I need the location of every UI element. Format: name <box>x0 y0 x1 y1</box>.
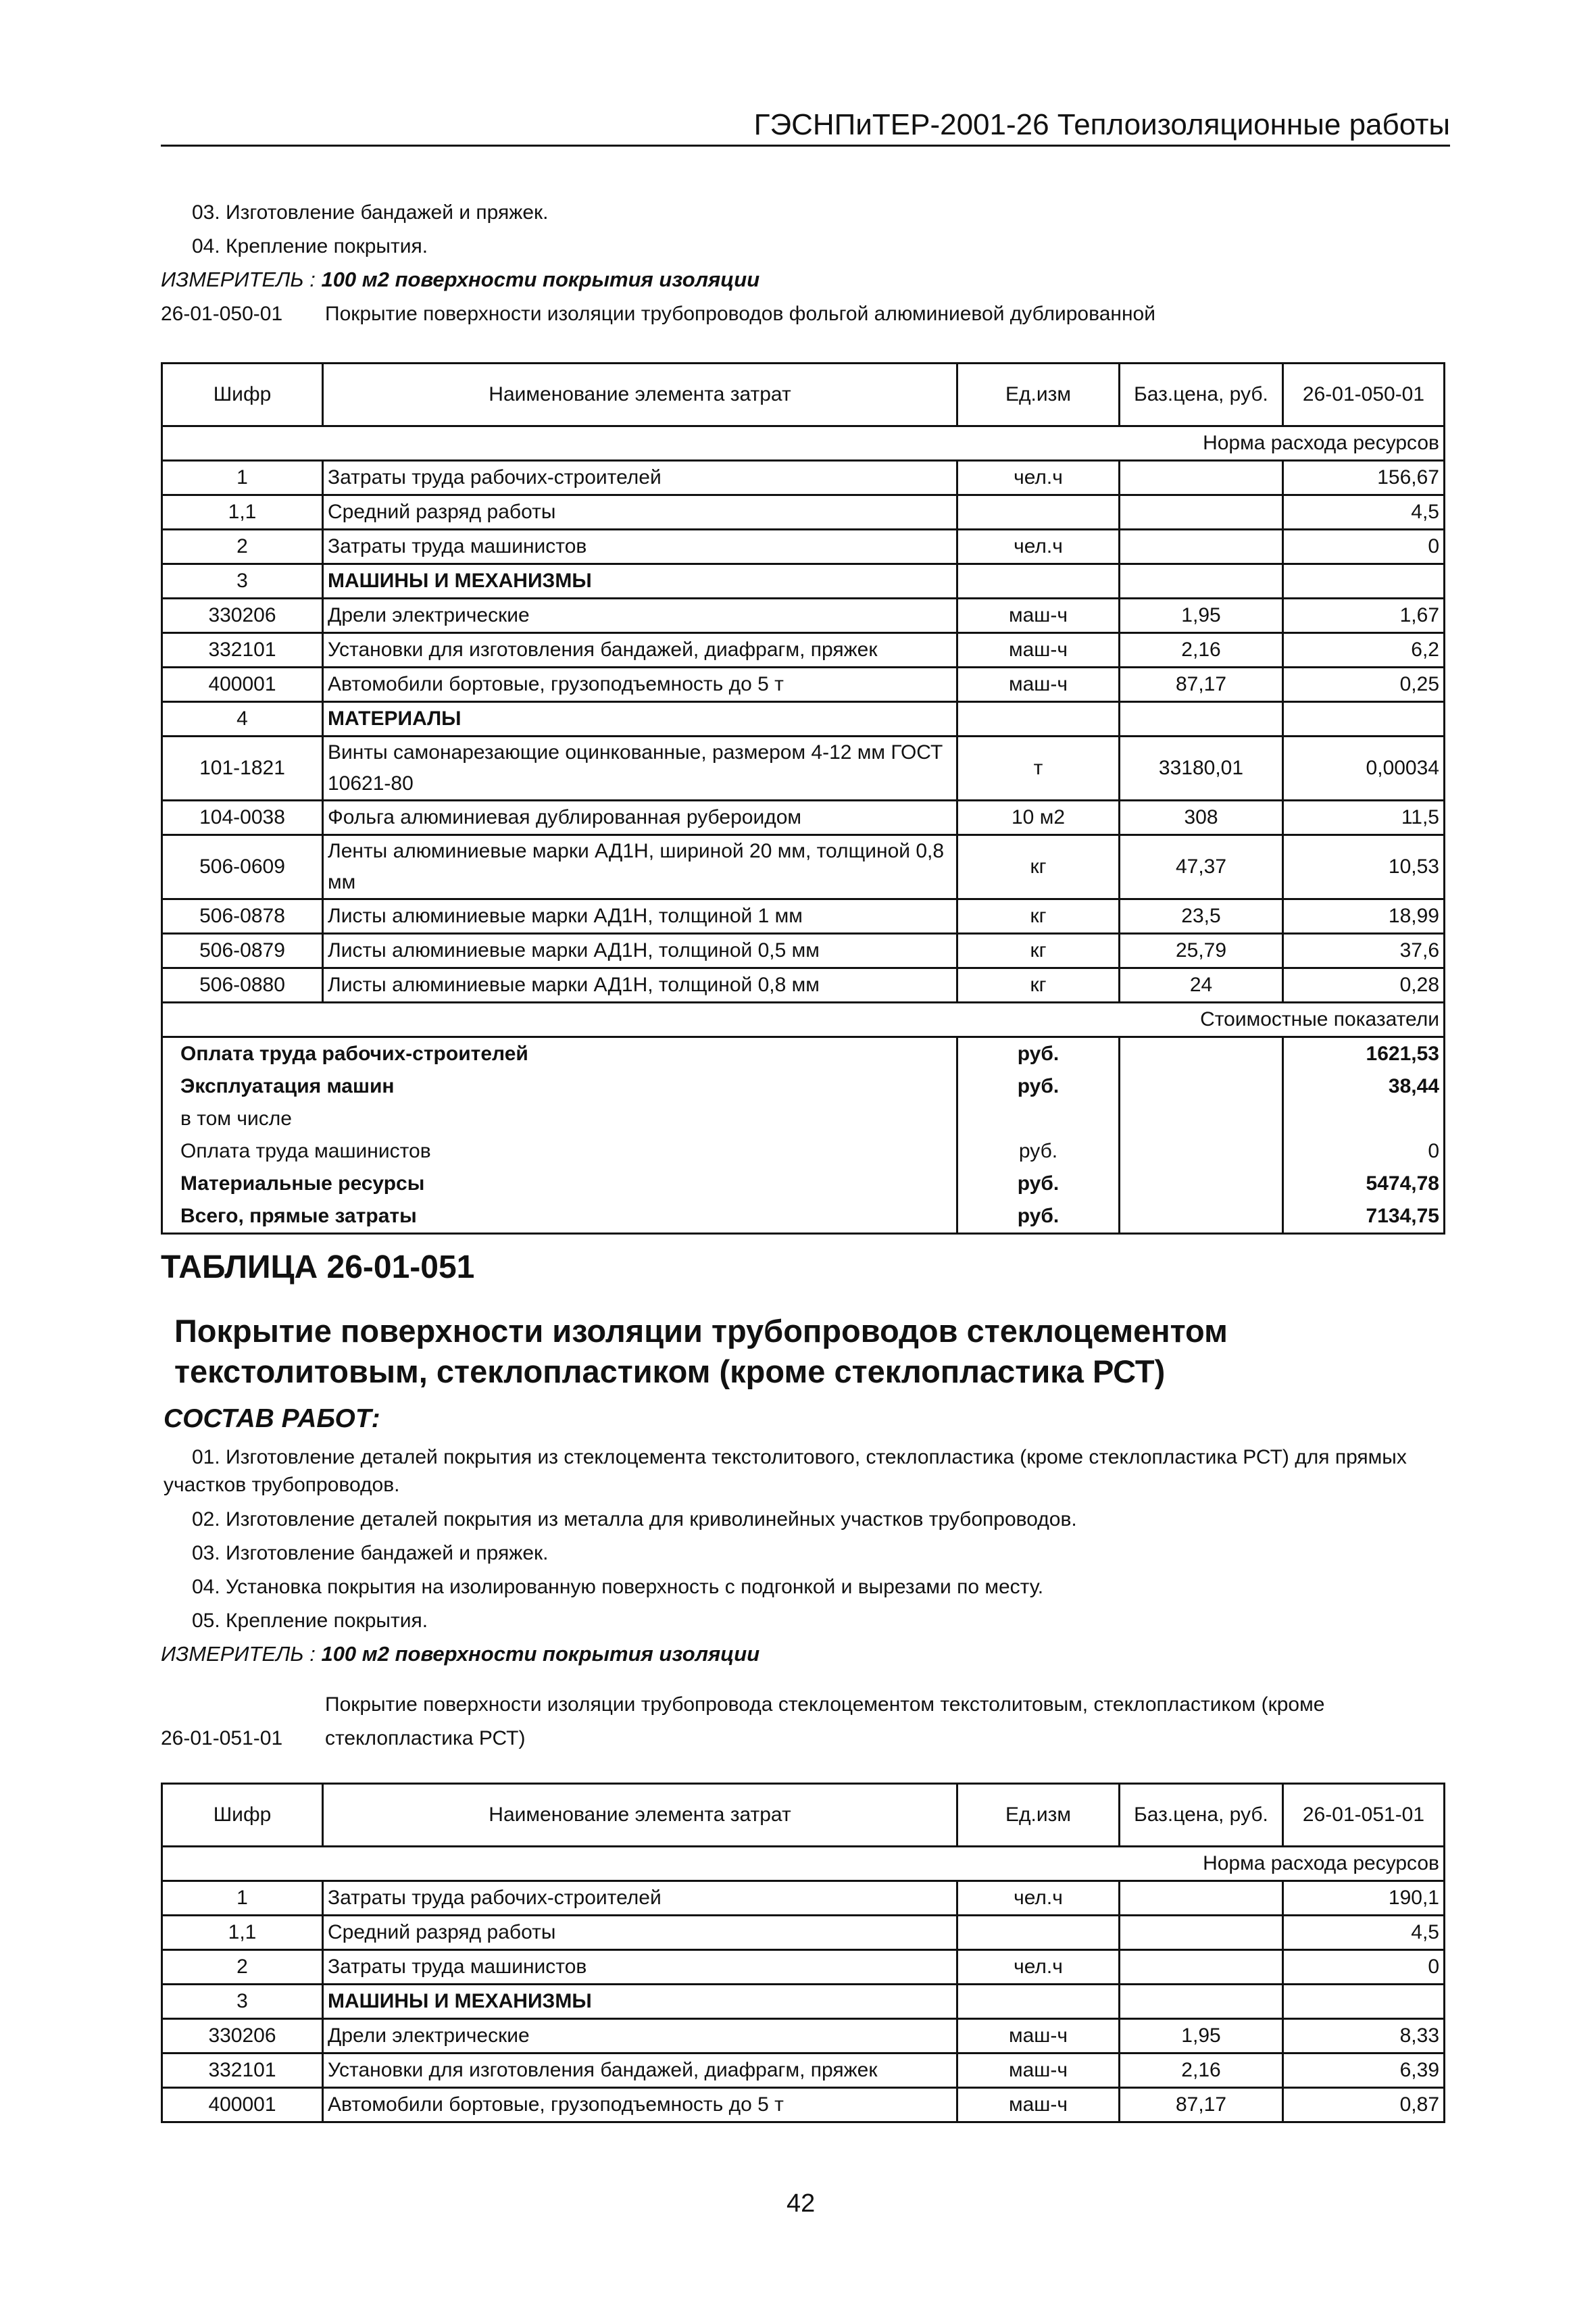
row-value: 1,67 <box>1283 599 1445 633</box>
meter-line <box>161 268 759 292</box>
row-unit <box>957 495 1120 530</box>
row-name: Средний разряд работы <box>323 1916 957 1950</box>
row-price: 87,17 <box>1120 668 1283 702</box>
header-divider <box>161 145 1450 147</box>
summary-name: Эксплуатация машин <box>162 1070 957 1103</box>
row-code: 3 <box>162 564 323 599</box>
table-header-row <box>162 1784 1445 1847</box>
summary-price <box>1120 1200 1283 1234</box>
meter-prefix: ИЗМЕРИТЕЛЬ : <box>161 1642 316 1666</box>
row-unit: т <box>957 737 1120 801</box>
row-unit: 10 м2 <box>957 801 1120 835</box>
work-item: 03. Изготовление бандажей и пряжек. <box>192 1542 549 1564</box>
row-unit: маш-ч <box>957 633 1120 668</box>
summary-unit <box>957 1103 1120 1135</box>
row-value: 6,2 <box>1283 633 1445 668</box>
summary-unit: руб. <box>957 1135 1120 1168</box>
summary-name: Оплата труда рабочих-строителей <box>162 1037 957 1071</box>
row-unit: кг <box>957 934 1120 968</box>
row-value: 11,5 <box>1283 801 1445 835</box>
row-value <box>1283 1985 1445 2019</box>
row-value: 8,33 <box>1283 2019 1445 2053</box>
summary-row <box>162 1168 1445 1200</box>
cost-label-row <box>162 1003 1445 1037</box>
row-code: 2 <box>162 1950 323 1985</box>
row-unit <box>957 1985 1120 2019</box>
row-value: 0 <box>1283 1950 1445 1985</box>
meter-line <box>161 1642 759 1666</box>
summary-name: Материальные ресурсы <box>162 1168 957 1200</box>
summary-row <box>162 1135 1445 1168</box>
col-header-code: Шифр <box>162 1784 323 1847</box>
row-unit: кг <box>957 899 1120 934</box>
row-name: Установки для изготовления бандажей, диафрагм, пряжек <box>323 2053 957 2088</box>
row-code: 3 <box>162 1985 323 2019</box>
summary-row <box>162 1070 1445 1103</box>
row-value: 0,87 <box>1283 2088 1445 2122</box>
table-row <box>162 1916 1445 1950</box>
row-code: 101-1821 <box>162 737 323 801</box>
row-value: 0,00034 <box>1283 737 1445 801</box>
summary-row <box>162 1200 1445 1234</box>
row-price <box>1120 1985 1283 2019</box>
summary-value: 38,44 <box>1283 1070 1445 1103</box>
row-value: 0,28 <box>1283 968 1445 1003</box>
row-name: МАШИНЫ И МЕХАНИЗМЫ <box>323 1985 957 2019</box>
resource-table-051 <box>161 1783 1445 2123</box>
summary-name: в том числе <box>162 1103 957 1135</box>
row-unit: чел.ч <box>957 530 1120 564</box>
work-item: 01. Изготовление деталей покрытия из стеклоцемента текстолитового, стеклопластика (кроме стеклопластика РСТ) для прямых участков трубопроводов. <box>164 1446 1407 1497</box>
col-header-price: Баз.цена, руб. <box>1120 1784 1283 1847</box>
row-value: 190,1 <box>1283 1881 1445 1916</box>
summary-value: 1621,53 <box>1283 1037 1445 1071</box>
row-code: 506-0609 <box>162 835 323 899</box>
table-row <box>162 801 1445 835</box>
table-row <box>162 2019 1445 2053</box>
rate-code: 26-01-051-01 <box>161 1727 283 1749</box>
col-header-unit: Ед.изм <box>957 364 1120 426</box>
table-row <box>162 633 1445 668</box>
cost-label: Стоимостные показатели <box>162 1003 1445 1037</box>
table-row <box>162 934 1445 968</box>
row-name: Винты самонарезающие оцинкованные, размером 4-12 мм ГОСТ 10621-80 <box>323 737 957 801</box>
table-row <box>162 495 1445 530</box>
table-row <box>162 1985 1445 2019</box>
rate-description: Покрытие поверхности изоляции трубопровода стеклоцементом текстолитовым, стеклопластиком (кроме <box>325 1693 1325 1716</box>
work-item: 05. Крепление покрытия. <box>192 1610 428 1632</box>
table-row <box>162 2053 1445 2088</box>
summary-price <box>1120 1168 1283 1200</box>
row-unit: маш-ч <box>957 599 1120 633</box>
row-value: 37,6 <box>1283 934 1445 968</box>
table-row <box>162 899 1445 934</box>
row-value: 4,5 <box>1283 1916 1445 1950</box>
summary-value: 0 <box>1283 1135 1445 1168</box>
row-code: 330206 <box>162 599 323 633</box>
row-value: 10,53 <box>1283 835 1445 899</box>
row-code: 4 <box>162 702 323 737</box>
table-row <box>162 461 1445 495</box>
summary-unit: руб. <box>957 1037 1120 1071</box>
summary-row <box>162 1103 1445 1135</box>
row-code: 1 <box>162 1881 323 1916</box>
row-name: Дрели электрические <box>323 2019 957 2053</box>
row-name: Фольга алюминиевая дублированная рубероидом <box>323 801 957 835</box>
col-header-name: Наименование элемента затрат <box>323 364 957 426</box>
row-unit: кг <box>957 835 1120 899</box>
row-code: 1 <box>162 461 323 495</box>
row-value <box>1283 564 1445 599</box>
row-value: 4,5 <box>1283 495 1445 530</box>
row-name: Автомобили бортовые, грузоподъемность до 5 т <box>323 668 957 702</box>
summary-value: 7134,75 <box>1283 1200 1445 1234</box>
row-price <box>1120 564 1283 599</box>
row-name: Автомобили бортовые, грузоподъемность до 5 т <box>323 2088 957 2122</box>
work-item: 02. Изготовление деталей покрытия из металла для криволинейных участков трубопроводов. <box>192 1508 1077 1530</box>
table-row <box>162 1881 1445 1916</box>
row-code: 104-0038 <box>162 801 323 835</box>
norm-label: Норма расхода ресурсов <box>162 1847 1445 1881</box>
meter-value: 100 м2 поверхности покрытия изоляции <box>321 268 760 291</box>
row-price: 1,95 <box>1120 599 1283 633</box>
row-value: 156,67 <box>1283 461 1445 495</box>
table-row <box>162 1950 1445 1985</box>
rate-code-line <box>161 303 1155 326</box>
row-name: Средний разряд работы <box>323 495 957 530</box>
table-row <box>162 530 1445 564</box>
section-subtitle <box>174 1311 1228 1392</box>
subtitle-line: Покрытие поверхности изоляции трубопроводов стеклоцементом <box>174 1313 1228 1349</box>
composition-label: СОСТАВ РАБОТ: <box>164 1404 380 1433</box>
work-item: 04. Установка покрытия на изолированную поверхность с подгонкой и вырезами по месту. <box>192 1576 1044 1598</box>
summary-price <box>1120 1070 1283 1103</box>
meter-value: 100 м2 поверхности покрытия изоляции <box>321 1642 760 1666</box>
row-name: Листы алюминиевые марки АД1Н, толщиной 0,5 мм <box>323 934 957 968</box>
table-row <box>162 835 1445 899</box>
row-price <box>1120 495 1283 530</box>
summary-price <box>1120 1135 1283 1168</box>
row-unit: маш-ч <box>957 668 1120 702</box>
norm-label-row <box>162 1847 1445 1881</box>
row-code: 1,1 <box>162 1916 323 1950</box>
rate-description: стеклопластика РСТ) <box>325 1727 526 1749</box>
summary-price <box>1120 1037 1283 1071</box>
col-header-rate: 26-01-050-01 <box>1283 364 1445 426</box>
rate-description: Покрытие поверхности изоляции трубопроводов фольгой алюминиевой дублированной <box>325 303 1155 325</box>
col-header-name: Наименование элемента затрат <box>323 1784 957 1847</box>
row-name: Затраты труда рабочих-строителей <box>323 461 957 495</box>
summary-unit: руб. <box>957 1200 1120 1234</box>
row-value: 0 <box>1283 530 1445 564</box>
row-name: Затраты труда машинистов <box>323 530 957 564</box>
table-row <box>162 737 1445 801</box>
summary-row <box>162 1037 1445 1071</box>
norm-label: Норма расхода ресурсов <box>162 426 1445 461</box>
row-price <box>1120 461 1283 495</box>
page-number: 42 <box>787 2189 816 2218</box>
row-unit: маш-ч <box>957 2053 1120 2088</box>
row-code: 506-0880 <box>162 968 323 1003</box>
work-item: 04. Крепление покрытия. <box>192 235 428 257</box>
col-header-rate: 26-01-051-01 <box>1283 1784 1445 1847</box>
row-price: 33180,01 <box>1120 737 1283 801</box>
row-price: 2,16 <box>1120 633 1283 668</box>
row-price <box>1120 1881 1283 1916</box>
table-row <box>162 564 1445 599</box>
row-name: МАШИНЫ И МЕХАНИЗМЫ <box>323 564 957 599</box>
row-unit <box>957 1916 1120 1950</box>
row-name: Дрели электрические <box>323 599 957 633</box>
subtitle-line: текстолитовым, стеклопластиком (кроме стеклопластика РСТ) <box>174 1353 1166 1390</box>
row-value: 18,99 <box>1283 899 1445 934</box>
table-header-row <box>162 364 1445 426</box>
row-name: Листы алюминиевые марки АД1Н, толщиной 0,8 мм <box>323 968 957 1003</box>
row-price: 23,5 <box>1120 899 1283 934</box>
summary-name: Оплата труда машинистов <box>162 1135 957 1168</box>
row-name: Затраты труда машинистов <box>323 1950 957 1985</box>
row-code: 506-0879 <box>162 934 323 968</box>
row-unit: маш-ч <box>957 2019 1120 2053</box>
row-name: Установки для изготовления бандажей, диафрагм, пряжек <box>323 633 957 668</box>
summary-value: 5474,78 <box>1283 1168 1445 1200</box>
row-price: 308 <box>1120 801 1283 835</box>
row-code: 400001 <box>162 668 323 702</box>
row-code: 330206 <box>162 2019 323 2053</box>
row-unit <box>957 564 1120 599</box>
resource-table-050 <box>161 362 1445 1235</box>
row-price: 24 <box>1120 968 1283 1003</box>
row-code: 400001 <box>162 2088 323 2122</box>
row-name: МАТЕРИАЛЫ <box>323 702 957 737</box>
row-name: Ленты алюминиевые марки АД1Н, шириной 20 мм, толщиной 0,8 мм <box>323 835 957 899</box>
summary-unit: руб. <box>957 1070 1120 1103</box>
table-row <box>162 599 1445 633</box>
table-row <box>162 968 1445 1003</box>
row-price <box>1120 530 1283 564</box>
row-price: 1,95 <box>1120 2019 1283 2053</box>
row-name: Листы алюминиевые марки АД1Н, толщиной 1 мм <box>323 899 957 934</box>
row-price <box>1120 1916 1283 1950</box>
row-price <box>1120 702 1283 737</box>
meter-prefix: ИЗМЕРИТЕЛЬ : <box>161 268 316 291</box>
row-unit: чел.ч <box>957 461 1120 495</box>
row-code: 1,1 <box>162 495 323 530</box>
table-row <box>162 702 1445 737</box>
running-header: ГЭСНПиТЕР-2001-26 Теплоизоляционные работы <box>753 108 1450 141</box>
row-value: 6,39 <box>1283 2053 1445 2088</box>
col-header-unit: Ед.изм <box>957 1784 1120 1847</box>
row-price: 47,37 <box>1120 835 1283 899</box>
col-header-code: Шифр <box>162 364 323 426</box>
rate-code: 26-01-050-01 <box>161 303 283 325</box>
row-price: 25,79 <box>1120 934 1283 968</box>
row-unit: чел.ч <box>957 1950 1120 1985</box>
row-code: 332101 <box>162 2053 323 2088</box>
summary-name: Всего, прямые затраты <box>162 1200 957 1234</box>
summary-price <box>1120 1103 1283 1135</box>
table-row <box>162 2088 1445 2122</box>
row-name: Затраты труда рабочих-строителей <box>323 1881 957 1916</box>
row-price: 2,16 <box>1120 2053 1283 2088</box>
summary-unit: руб. <box>957 1168 1120 1200</box>
row-code: 506-0878 <box>162 899 323 934</box>
row-code: 332101 <box>162 633 323 668</box>
row-unit: чел.ч <box>957 1881 1120 1916</box>
section-title: ТАБЛИЦА 26-01-051 <box>161 1249 475 1285</box>
row-unit: кг <box>957 968 1120 1003</box>
col-header-price: Баз.цена, руб. <box>1120 364 1283 426</box>
row-value <box>1283 702 1445 737</box>
row-price: 87,17 <box>1120 2088 1283 2122</box>
row-value: 0,25 <box>1283 668 1445 702</box>
norm-label-row <box>162 426 1445 461</box>
row-unit: маш-ч <box>957 2088 1120 2122</box>
row-code: 2 <box>162 530 323 564</box>
row-price <box>1120 1950 1283 1985</box>
work-item: 03. Изготовление бандажей и пряжек. <box>192 201 549 224</box>
row-unit <box>957 702 1120 737</box>
table-row <box>162 668 1445 702</box>
summary-value <box>1283 1103 1445 1135</box>
